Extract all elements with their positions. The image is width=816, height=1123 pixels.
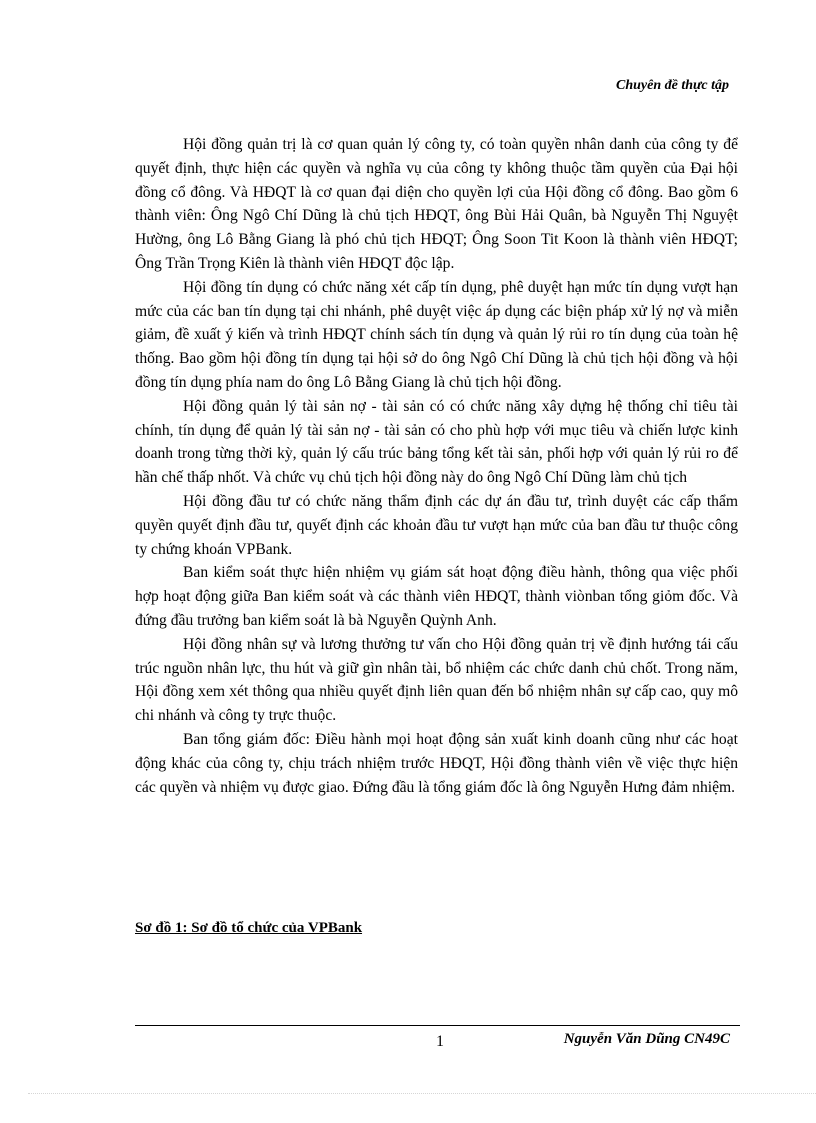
figure-caption: Sơ đồ 1: Sơ đồ tổ chức của VPBank xyxy=(135,920,363,936)
paragraph-hr-council: Hội đồng nhân sự và lương thưởng tư vấn cho Hội đồng quản trị về định hướng tái cấu trúc nguồn nhân lực, thu hút và giữ gìn nhân tài, bổ nhiệm các chức danh chủ chốt. Trong năm, Hội đồng xem xét thông qua nhiều quyết định liên quan đến bổ nhiệm nhân sự cấp cao, quy mô chi nhánh và công ty trực thuộc. xyxy=(135,635,738,725)
header-title: Chuyên đề thực tập xyxy=(615,78,729,93)
paragraph-executive-board: Ban tổng giám đốc: Điều hành mọi hoạt động sản xuất kinh doanh cũng như các hoạt động khác của công ty, chịu trách nhiệm trước HĐQT, Hội đồng thành viên về việc thực hiện các quyền và nhiệm vụ được giao. Đứng đầu là tổng giám đốc là ông Nguyễn Hưng đảm nhiệm. xyxy=(135,730,738,796)
paragraph-supervisory-board: Ban kiểm soát thực hiện nhiệm vụ giám sát hoạt động điều hành, thông qua việc phối hợp hoạt động giữa Ban kiểm soát và các thành viên HĐQT, thành viònban tổng giỏm đốc. Và đứng đầu trưởng ban kiểm soát là bà Nguyễn Quỳnh Anh. xyxy=(135,564,738,629)
paragraph-alco: Hội đồng quản lý tài sản nợ - tài sản có có chức năng xây dựng hệ thống chỉ tiêu tài chính, tín dụng để quản lý tài sản nợ - tài sản có cho phù hợp với mục tiêu và chiến lược kinh doanh trong từng thời kỳ, quản lý cấu trúc bảng tổng kết tài sản, phối hợp với quản lý rủi ro để hần chế thấp nhốt. Và chức vụ chủ tịch hội đồng này do ông Ngô Chí Dũng làm chủ tịch xyxy=(135,397,738,487)
footer-author: Nguyễn Văn Dũng CN49C xyxy=(563,1031,730,1047)
body-text xyxy=(135,133,738,799)
paragraph-investment-council: Hội đồng đầu tư có chức năng thẩm định các dự án đầu tư, trình duyệt các cấp thẩm quyền quyết định đầu tư, quyết định các khoản đầu tư vượt hạn mức của ban đầu tư thuộc công ty chứng khoán VPBank. xyxy=(135,492,738,558)
paragraph-credit-council: Hội đồng tín dụng có chức năng xét cấp tín dụng, phê duyệt hạn mức tín dụng vượt hạn mức của các ban tín dụng tại chi nhánh, phê duyệt việc áp dụng các biện pháp xử lý nợ và miễn giảm, đề xuất ý kiến và trình HĐQT chính sách tín dụng và quản lý rủi ro tín dụng của toàn hệ thống. Bao gồm hội đồng tín dụng tại hội sở do ông Ngô Chí Dũng là chủ tịch hội đồng và hội đồng tín dụng phía nam do ông Lô Bằng Giang là chủ tịch hội đồng. xyxy=(135,278,738,391)
footer-divider xyxy=(135,1025,740,1026)
paragraph-board-of-directors: Hội đồng quản trị là cơ quan quản lý công ty, có toàn quyền nhân danh của công ty để quyết định, thực hiện các quyền và nghĩa vụ của công ty không thuộc tầm quyền của Đại hội đồng cổ đông. Và HĐQT là cơ quan đại diện cho quyền lợi của Hội đồng cổ đông. Bao gồm 6 thành viên: Ông Ngô Chí Dũng là chủ tịch HĐQT, ông Bùi Hải Quân, bà Nguyễn Thị Nguyệt Hường, ông Lô Bằng Giang là phó chủ tịch HĐQT; Ông Soon Tit Koon là thành viên HĐQT; Ông Trần Trọng Kiên là thành viên HĐQT độc lập. xyxy=(135,136,738,272)
page-bottom-divider xyxy=(28,1093,816,1094)
page-number: 1 xyxy=(436,1033,444,1050)
